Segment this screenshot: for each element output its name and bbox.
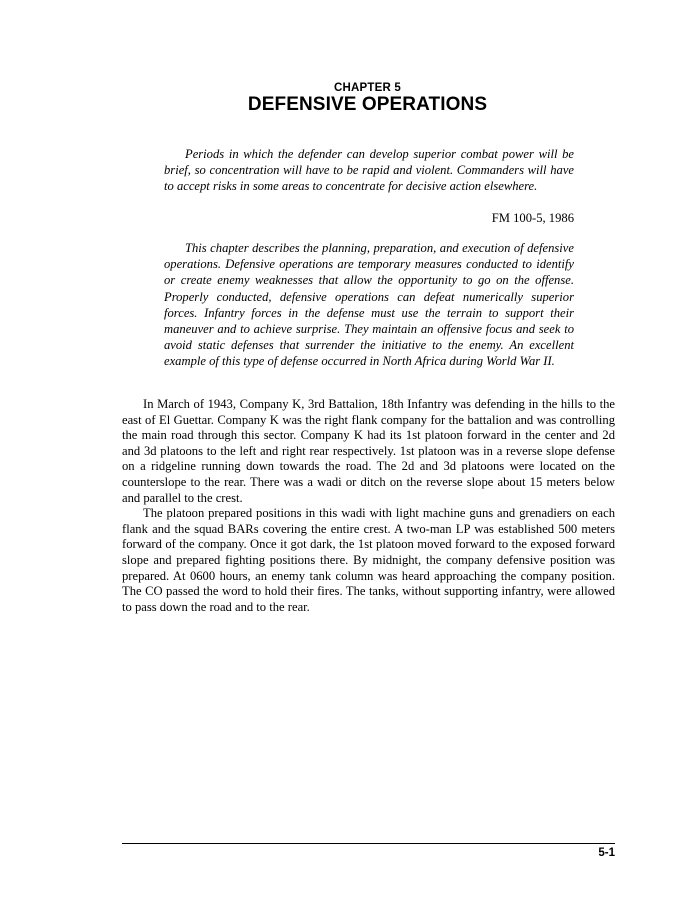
introduction-text: This chapter describes the planning, preparation, and execution of defensive operations. Defensive operations are temporary measures conducted to identify or create enemy weaknesses that allow the opportunity to go on the offense. Properly conducted, defensive operations can defeat numerically superior forces. Infantry forces in the defense must use the terrain to support their maneuver and to achieve surprise. They maintain an offensive focus and seek to avoid static defenses that surrender the initiative to the enemy. An excellent example of this type of defense occurred in North Africa during World War II.: [164, 241, 574, 369]
chapter-introduction: [164, 240, 574, 370]
epigraph-text: Periods in which the defender can develop superior combat power will be brief, so concentration will have to be rapid and violent. Commanders will have to accept risks in some areas to concentrate for decisive action elsewhere.: [164, 147, 574, 194]
body-text: [122, 397, 615, 615]
chapter-label: CHAPTER 5: [334, 82, 401, 94]
body-paragraph: The platoon prepared positions in this wadi with light machine guns and grenadiers on each flank and the squad BARs covering the entire crest. A two-man LP was established 500 meters forward of the company. Once it got dark, the 1st platoon moved forward to the exposed forward slope and prepared fighting positions there. By midnight, the company defensive position was prepared. At 0600 hours, an enemy tank column was heard approaching the company position. The CO passed the word to hold their fires. The tanks, without supporting infantry, were allowed to pass down the road and to the rear.: [122, 506, 615, 614]
body-paragraph: In March of 1943, Company K, 3rd Battalion, 18th Infantry was defending in the hills to the east of El Guettar. Company K was the right flank company for the battalion and was controlling the main road through this sector. Company K had its 1st platoon forward in the center and 2d and 3d platoons to the left and right rear respectively. 1st platoon was in a reverse slope defense on a ridgeline running down towards the road. The 2d and 3d platoons were located on the counterslope to the rear. There was a wadi or ditch on the reverse slope about 15 meters below and parallel to the crest.: [122, 397, 615, 505]
epigraph-quote: [164, 146, 574, 195]
footer-divider: [122, 843, 615, 844]
epigraph-attribution: FM 100-5, 1986: [491, 211, 574, 225]
page-title: DEFENSIVE OPERATIONS: [247, 94, 488, 115]
page-number: 5-1: [598, 847, 615, 859]
